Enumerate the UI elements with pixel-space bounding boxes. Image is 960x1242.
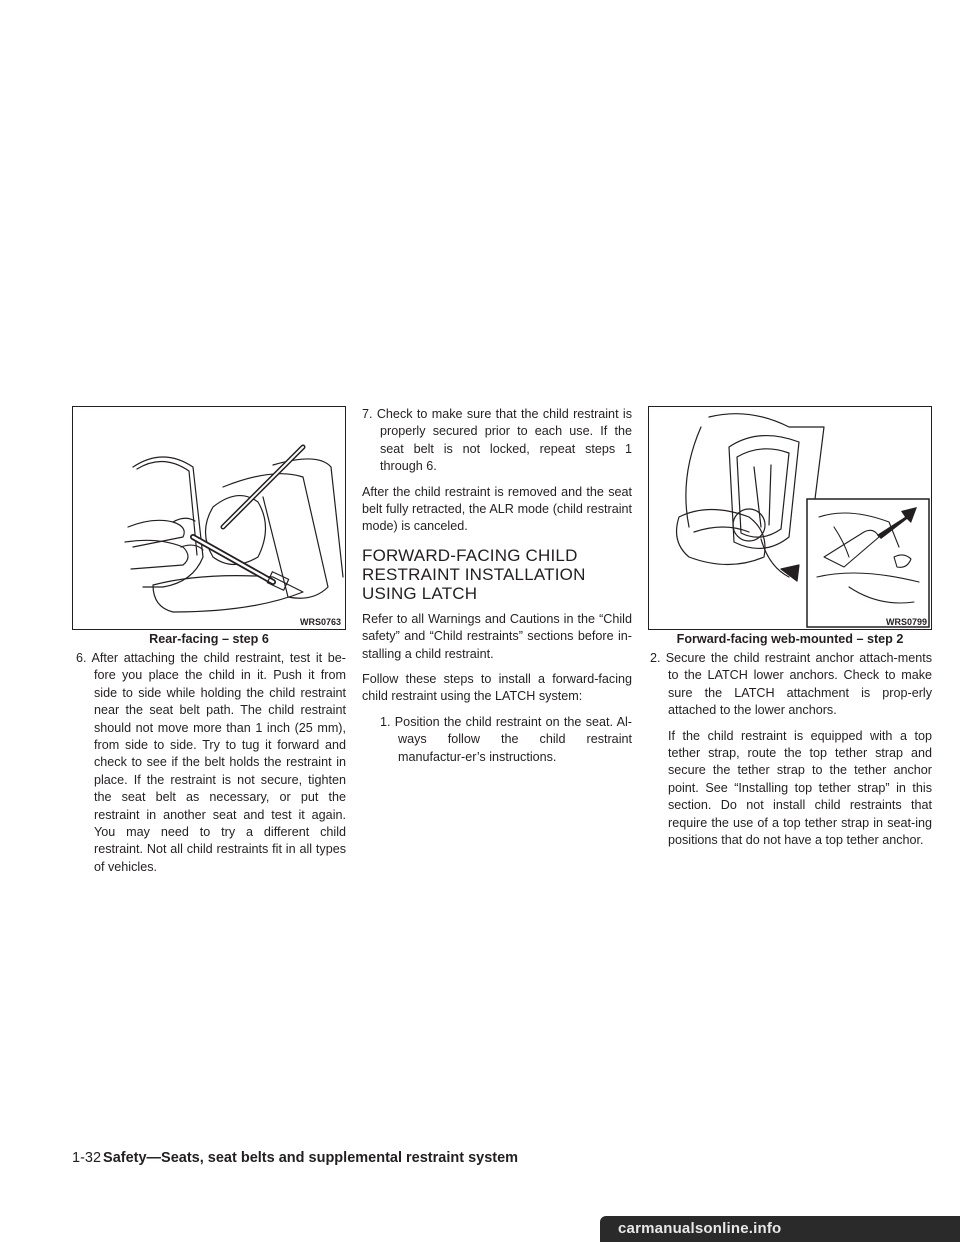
section-heading: FORWARD-FACING CHILD RESTRAINT INSTALLATION USING LATCH bbox=[362, 545, 586, 603]
alr-note: After the child restraint is removed and the seat belt fully retracted, the ALR mode (child restraint mode) is canceled. bbox=[362, 484, 632, 534]
intro-paragraph: Refer to all Warnings and Cautions in the “Child safety” and “Child restraints” sections before in-stalling a child restraint. bbox=[362, 611, 632, 661]
watermark-text: carmanualsonline.info bbox=[618, 1220, 782, 1237]
column-1 bbox=[76, 650, 346, 884]
step-7: 7. Check to make sure that the child restraint is properly secured prior to each use. If the seat belt is not locked, repeat steps 1 through 6. bbox=[362, 407, 632, 474]
illustration-rear-facing-seat bbox=[73, 407, 345, 629]
column-2 bbox=[362, 406, 632, 774]
figure-code: WRS0799 bbox=[885, 617, 927, 627]
step-6: 6. After attaching the child restraint, test it be-fore you place the child in it. Push it from side to side while holding the child restraint near the seat belt path. The child restraint should not move more than 1 inch (25 mm), from side to side. Try to tug it forward and check to see if the belt holds the restraint in place. If the restraint is not secure, tighten the seat belt as necessary, or put the restraint in another seat and test it again. You may need to try a different child restraint. Not all child restraints fit in all types of vehicles. bbox=[76, 651, 346, 874]
figure-code: WRS0763 bbox=[299, 617, 341, 627]
step-1: 1. Position the child restraint on the seat. Al-ways follow the child restraint manufactur-er’s instructions. bbox=[380, 714, 632, 764]
step-2-tether: If the child restraint is equipped with a top tether strap, route the top tether strap and secure the tether strap to the tether anchor point. See “Installing top tether strap” in this section. Do not install child restraints that require the use of a top tether strap in seat-ing positions that do not have a top tether anchor. bbox=[668, 728, 932, 848]
follow-paragraph: Follow these steps to install a forward-facing child restraint using the LATCH system: bbox=[362, 672, 632, 704]
figure-rear-facing bbox=[72, 406, 346, 630]
section-title: Safety—Seats, seat belts and supplemental restraint system bbox=[103, 1150, 519, 1166]
figure-caption-forward-facing: Forward-facing web-mounted – step 2 bbox=[676, 632, 904, 646]
illustration-forward-facing-latch bbox=[649, 407, 931, 629]
figure-caption-rear-facing: Rear-facing – step 6 bbox=[149, 632, 269, 646]
column-3 bbox=[650, 650, 932, 857]
figure-forward-facing bbox=[648, 406, 932, 630]
page-footer bbox=[72, 1150, 518, 1166]
site-watermark bbox=[600, 1216, 960, 1242]
step-2: 2. Secure the child restraint anchor attach-ments to the LATCH lower anchors. Check to make sure the LATCH attachment is prop-erly attached to the lower anchors. bbox=[650, 651, 932, 718]
page-number: 1-32 bbox=[72, 1150, 102, 1166]
